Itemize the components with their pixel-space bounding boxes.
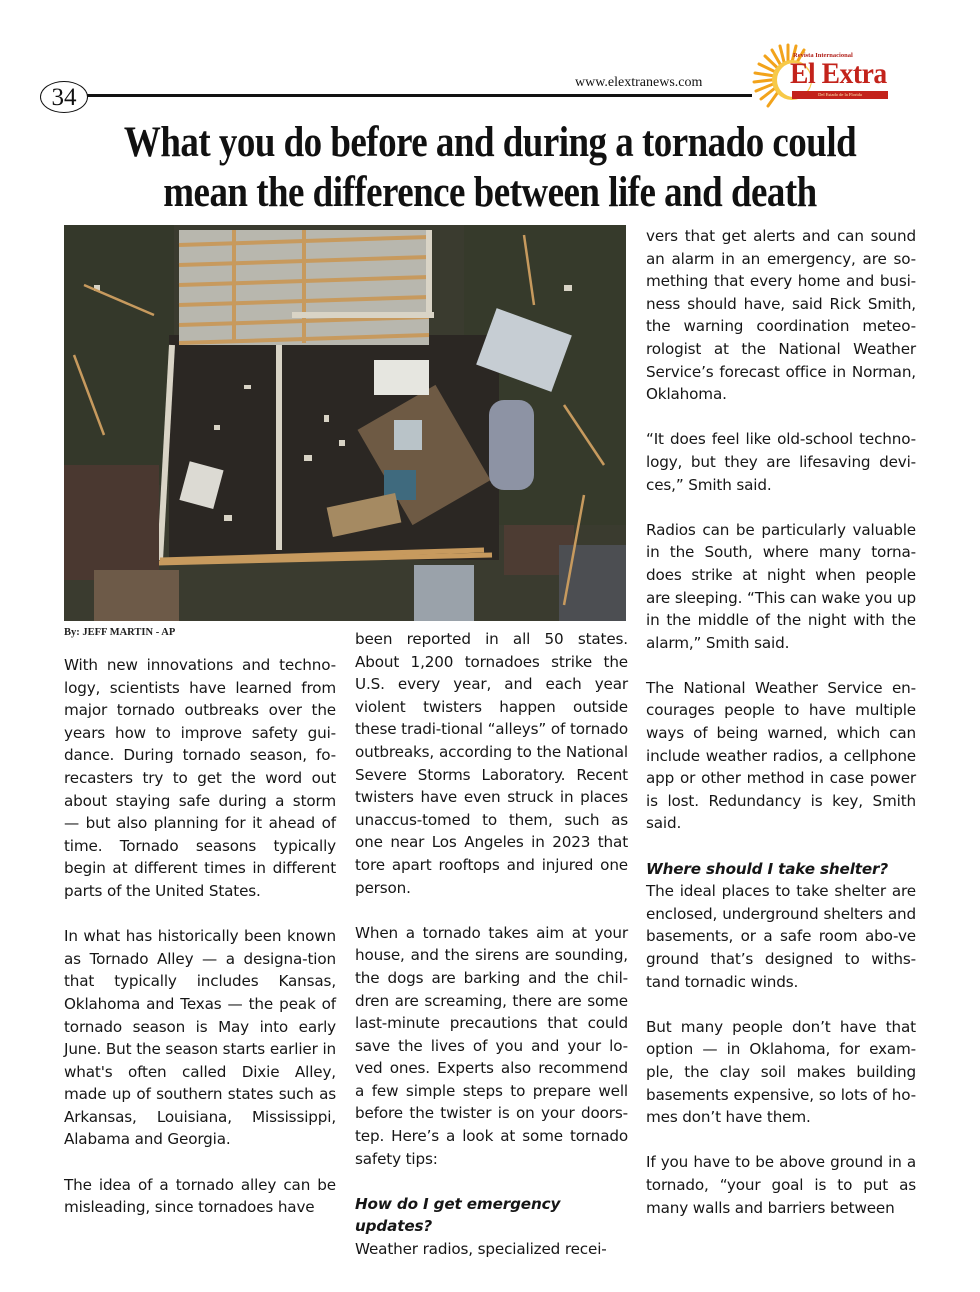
paragraph: The idea of a tornado alley can be misleading, since tornadoes have	[64, 1175, 336, 1217]
publication-logo[interactable]	[752, 42, 892, 112]
byline: By: JEFF MARTIN - AP	[64, 627, 176, 638]
paragraph: Radios can be particularly valuable in the South, where many torna-does strike at night when people are sleeping. “This can wake you up in the middle of the night with the alarm,” Smith said.	[646, 520, 916, 652]
paragraph: In what has historically been known as Tornado Alley — a designa-tion that typically includes Kansas, Oklahoma and Texas — the peak of tornado season is May into early June. But the season starts earlier in what's often called Dixie Alley, made up of southern states such as Arkansas, Louisiana, Mississippi, Alabama and Georgia.	[64, 927, 336, 1149]
photo-icon	[64, 225, 626, 621]
paragraph: The ideal places to take shelter are enclosed, underground shelters and basements, or a safe room abo-ve ground that’s designed to withs-tand tornadic winds.	[646, 882, 916, 991]
paragraph: When a tornado takes aim at your house, and the sirens are sounding, the dogs are barking and the chil-dren are screaming, there are some last-minute precautions that could save the lives of you and your lo-ved ones. Experts also recommend a few simple steps to prepare well before the twister is on your doors-tep. Here’s a look at some tornado safety tips:	[355, 923, 628, 1168]
paragraph: With new innovations and techno-logy, scientists have learned from major tornado outbreaks over the years how to improve safety gui-dance. During tornado season, fo-recasters try to get the word out about staying safe during a storm — but also planning for it ahead of time. Tornado seasons typically begin at different times in different parts of the United States.	[64, 656, 336, 900]
article-column-2	[355, 628, 628, 1261]
paragraph: been reported in all 50 states. About 1,200 tornadoes strike the U.S. every year, and each year violent twisters happen outside these tradi-tional “alleys” of tornado outbreaks, according to the National Severe Storms Laboratory. Recent twisters have even struck in places unaccus-tomed to them, such as one near Los Angeles in 2023 that tore apart rooftops and injured one person.	[355, 630, 628, 897]
article-title-line-1: What you do before and during a tornado could	[123, 119, 857, 166]
article-column-1	[64, 654, 336, 1219]
article-title-line-2: mean the difference between life and death	[163, 169, 817, 216]
logo-band: Del Estado de la Florida	[792, 91, 888, 99]
paragraph: “It does feel like old-school techno-logy, but they are lifesaving devi-ces,” Smith said.	[646, 430, 916, 494]
subheading-emergency-updates: How do I get emergency updates?	[355, 1194, 561, 1236]
paragraph: If you have to be above ground in a tornado, “your goal is to put as many walls and barriers between	[646, 1153, 916, 1217]
article-photo[interactable]	[64, 225, 626, 621]
paragraph: The National Weather Service en-courages people to have multiple ways of being warned, which can include weather radios, a cellphone app or other method in case power is lost. Redundancy is key, Smith said.	[646, 678, 916, 833]
header-rule	[87, 94, 752, 97]
page-number: 34	[40, 81, 88, 113]
logo-tagline: Revista Internacional	[793, 52, 853, 59]
article-title	[40, 118, 940, 218]
paragraph: vers that get alerts and can sound an alarm in an emergency, are so-mething that every home and busi-ness should have, said Rick Smith, the warning coordination meteo-rologist at the National Weather Service’s forecast office in Norman, Oklahoma.	[646, 227, 916, 404]
site-url[interactable]: www.elextranews.com	[575, 75, 703, 90]
article-column-3	[646, 225, 916, 1219]
paragraph: Weather radios, specialized recei-	[355, 1240, 607, 1259]
paragraph: But many people don’t have that option — in Oklahoma, for exam-ple, the clay soil makes building basements expensive, so lots of ho-mes don’t have them.	[646, 1017, 916, 1127]
logo-title: El Extra	[790, 57, 887, 90]
subheading-take-shelter: Where should I take shelter?	[646, 859, 889, 878]
